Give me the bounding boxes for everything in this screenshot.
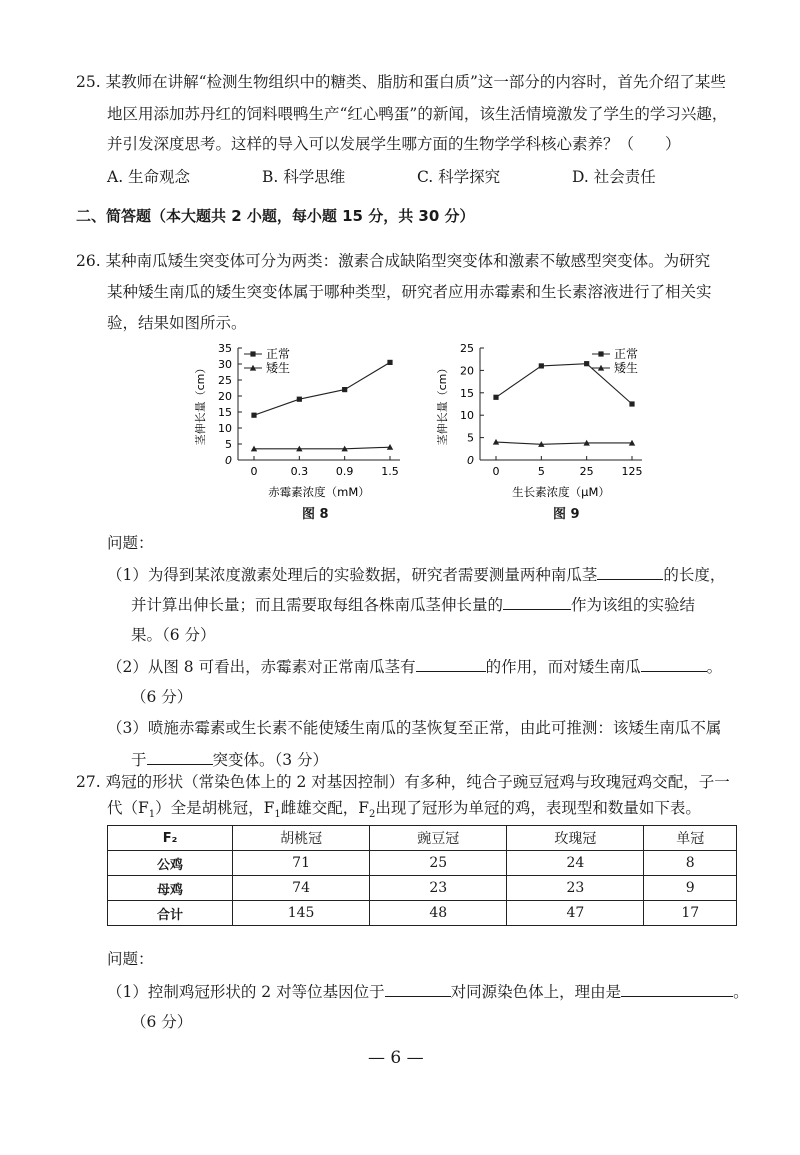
q27-p1-text-c: 。 bbox=[733, 983, 749, 1001]
y-tick-label: 20 bbox=[218, 390, 232, 403]
y-tick-label: 25 bbox=[460, 342, 474, 355]
q26-p1-text-b: 的长度， bbox=[663, 566, 726, 584]
data-point-正常 bbox=[493, 395, 498, 400]
table-row-label: 合计 bbox=[108, 901, 233, 926]
table-cell: 71 bbox=[233, 851, 370, 876]
q26-p3-line2 bbox=[131, 748, 328, 771]
data-point-正常 bbox=[251, 413, 256, 418]
y-tick-label: 30 bbox=[218, 358, 232, 371]
table-cell: 8 bbox=[644, 851, 737, 876]
y-tick-label: 25 bbox=[218, 374, 232, 387]
legend-label: 正常 bbox=[266, 347, 291, 361]
x-tick-label: 0.9 bbox=[335, 465, 354, 478]
x-axis-label: 生长素浓度（μM） bbox=[512, 485, 610, 499]
table-cell: 74 bbox=[233, 876, 370, 901]
q26-p1-text-d: 作为该组的实验结 bbox=[571, 596, 696, 614]
y-tick-label: 15 bbox=[460, 386, 474, 400]
x-tick-label: 0 bbox=[492, 465, 500, 478]
q27-sub-2: 1 bbox=[274, 809, 281, 821]
y-tick-label: 35 bbox=[218, 342, 232, 355]
table-cell: 9 bbox=[644, 876, 737, 901]
legend-label: 正常 bbox=[614, 347, 639, 361]
table-cell: 24 bbox=[507, 851, 644, 876]
table-header-cell: 豌豆冠 bbox=[370, 826, 507, 851]
q25-line2: 地区用添加苏丹红的饲料喂鸭生产“红心鸭蛋”的新闻，该生活情境激发了学生的学习兴趣， bbox=[107, 105, 728, 123]
q25-option-b: B. 科学思维 bbox=[262, 168, 346, 186]
q26-blank-2[interactable] bbox=[503, 593, 571, 610]
q26-p1-text-a: （1）为得到某浓度激素处理后的实验数据，研究者需要测量两种南瓜茎 bbox=[107, 566, 598, 584]
y-tick-label: 5 bbox=[225, 438, 232, 451]
figure-8-chart bbox=[190, 340, 410, 500]
q27-line1: 27. 鸡冠的形状（常染色体上的 2 对基因控制）有多种，纯合子豌豆冠鸡与玫瑰冠鸡交配，子一 bbox=[76, 773, 730, 791]
figure-8-caption: 图 8 bbox=[302, 507, 329, 522]
q26-p2-text-c: 。 bbox=[706, 658, 723, 676]
q25-option-d: D. 社会责任 bbox=[572, 168, 656, 186]
section2-title: 二、简答题（本大题共 2 小题，每小题 15 分，共 30 分） bbox=[76, 207, 475, 225]
q27-text-d: 出现了冠形为单冠的鸡，表现型和数量如下表。 bbox=[375, 799, 701, 817]
series-line-矮生 bbox=[496, 442, 632, 444]
data-point-正常 bbox=[342, 387, 347, 392]
y-tick-label: 0 bbox=[225, 454, 232, 467]
y-tick-label: 0 bbox=[467, 454, 474, 467]
table-header-cell: 胡桃冠 bbox=[233, 826, 370, 851]
table-cell: 23 bbox=[370, 876, 507, 901]
q26-line1: 26. 某种南瓜矮生突变体可分为两类：激素合成缺陷型突变体和激素不敏感型突变体。为研究 bbox=[76, 252, 711, 270]
x-tick-label: 5 bbox=[537, 465, 545, 478]
q27-p1-text-b: 对同源染色体上，理由是 bbox=[450, 983, 622, 1001]
data-point-正常 bbox=[584, 361, 589, 366]
q25-option-c: C. 科学探究 bbox=[417, 168, 501, 186]
table-header-cell: 单冠 bbox=[644, 826, 737, 851]
q27-blank-1[interactable] bbox=[385, 980, 451, 997]
q27-p1-line2: （6 分） bbox=[131, 1013, 193, 1031]
x-tick-label: 125 bbox=[621, 465, 643, 478]
page-number: — 6 — bbox=[368, 1048, 424, 1068]
q26-p1-line1 bbox=[107, 563, 725, 586]
y-axis-label: 茎伸长量（cm） bbox=[194, 362, 207, 446]
table-row bbox=[108, 876, 737, 901]
table-header-cell: 玫瑰冠 bbox=[507, 826, 644, 851]
q26-line3: 验，结果如图所示。 bbox=[107, 314, 247, 332]
table-row-label: 母鸡 bbox=[108, 876, 233, 901]
table-cell: 145 bbox=[233, 901, 370, 926]
table-row-label: 公鸡 bbox=[108, 851, 233, 876]
q27-text-a: 代（F bbox=[107, 799, 149, 817]
table-header-row bbox=[108, 826, 737, 851]
legend-label: 矮生 bbox=[266, 361, 291, 375]
y-tick-label: 5 bbox=[467, 431, 474, 445]
figure-9-chart bbox=[432, 340, 652, 500]
x-tick-label: 0 bbox=[250, 465, 258, 478]
table-cell: 23 bbox=[507, 876, 644, 901]
q27-blank-2[interactable] bbox=[621, 980, 733, 997]
series-line-正常 bbox=[496, 364, 632, 404]
q25-line1: 25. 某教师在讲解“检测生物组织中的糖类、脂肪和蛋白质”这一部分的内容时，首先介绍了某些 bbox=[76, 73, 726, 91]
x-tick-label: 25 bbox=[579, 465, 594, 478]
q26-p1-text-c: 并计算出伸长量；而且需要取每组各株南瓜茎伸长量的 bbox=[131, 596, 504, 614]
q26-p2-line1 bbox=[107, 655, 722, 678]
q26-blank-1[interactable] bbox=[597, 563, 663, 580]
table-cell: 47 bbox=[507, 901, 644, 926]
y-tick-label: 10 bbox=[460, 409, 474, 423]
table-row bbox=[108, 851, 737, 876]
y-axis-label: 茎伸长量（cm） bbox=[436, 362, 449, 446]
x-tick-label: 1.5 bbox=[381, 465, 399, 478]
q26-blank-3[interactable] bbox=[416, 655, 486, 672]
x-tick-label: 0.3 bbox=[290, 465, 309, 478]
q27-sub-3: 2 bbox=[369, 809, 376, 821]
data-point-正常 bbox=[629, 401, 634, 406]
q27-line2 bbox=[107, 797, 701, 826]
y-tick-label: 15 bbox=[218, 406, 232, 419]
q27-p1-line1 bbox=[107, 980, 749, 1003]
q27-data-table bbox=[107, 825, 737, 926]
q27-questions-label: 问题： bbox=[107, 950, 154, 968]
q25-option-a: A. 生命观念 bbox=[107, 168, 191, 186]
q26-questions-label: 问题： bbox=[107, 534, 154, 552]
data-point-正常 bbox=[539, 363, 544, 368]
legend-marker bbox=[250, 351, 255, 356]
y-tick-label: 20 bbox=[460, 364, 474, 378]
x-axis-label: 赤霉素浓度（mM） bbox=[268, 485, 370, 499]
series-line-矮生 bbox=[254, 447, 390, 449]
q26-p2-line2: （6 分） bbox=[131, 688, 193, 706]
q26-blank-5[interactable] bbox=[147, 748, 213, 765]
table-cell: 25 bbox=[370, 851, 507, 876]
q26-p3-text-b: 突变体。（3 分） bbox=[212, 751, 329, 769]
q26-line2: 某种矮生南瓜的矮生突变体属于哪种类型，研究者应用赤霉素和生长素溶液进行了相关实 bbox=[107, 283, 712, 301]
q26-p3-text-a: 于 bbox=[131, 751, 147, 769]
q27-text-b: ）全是胡桃冠，F bbox=[155, 799, 275, 817]
table-cell: 17 bbox=[644, 901, 737, 926]
table-row bbox=[108, 901, 737, 926]
q26-p2-text-a: （2）从图 8 可看出，赤霉素对正常南瓜茎有 bbox=[107, 658, 416, 676]
table-cell: 48 bbox=[370, 901, 507, 926]
q26-blank-4[interactable] bbox=[641, 655, 707, 672]
data-point-正常 bbox=[387, 360, 392, 365]
q26-p1-line2 bbox=[131, 593, 695, 616]
q26-p3-line1: （3）喷施赤霉素或生长素不能使矮生南瓜的茎恢复至正常，由此可推测：该矮生南瓜不属 bbox=[107, 719, 722, 737]
q27-text-c: 雌雄交配，F bbox=[280, 799, 370, 817]
y-tick-label: 10 bbox=[218, 422, 232, 435]
q27-p1-text-a: （1）控制鸡冠形状的 2 对等位基因位于 bbox=[107, 983, 385, 1001]
figure-9-caption: 图 9 bbox=[553, 507, 580, 522]
legend-label: 矮生 bbox=[614, 361, 639, 375]
table-header-cell: F₂ bbox=[108, 826, 233, 851]
q25-line3: 并引发深度思考。这样的导入可以发展学生哪方面的生物学学科核心素养？（ ） bbox=[107, 135, 681, 153]
q26-p1-line3: 果。（6 分） bbox=[131, 626, 216, 644]
q26-p2-text-b: 的作用，而对矮生南瓜 bbox=[485, 658, 641, 676]
q27-sub-1: 1 bbox=[148, 809, 156, 821]
data-point-正常 bbox=[297, 397, 302, 402]
legend-marker bbox=[598, 351, 603, 356]
